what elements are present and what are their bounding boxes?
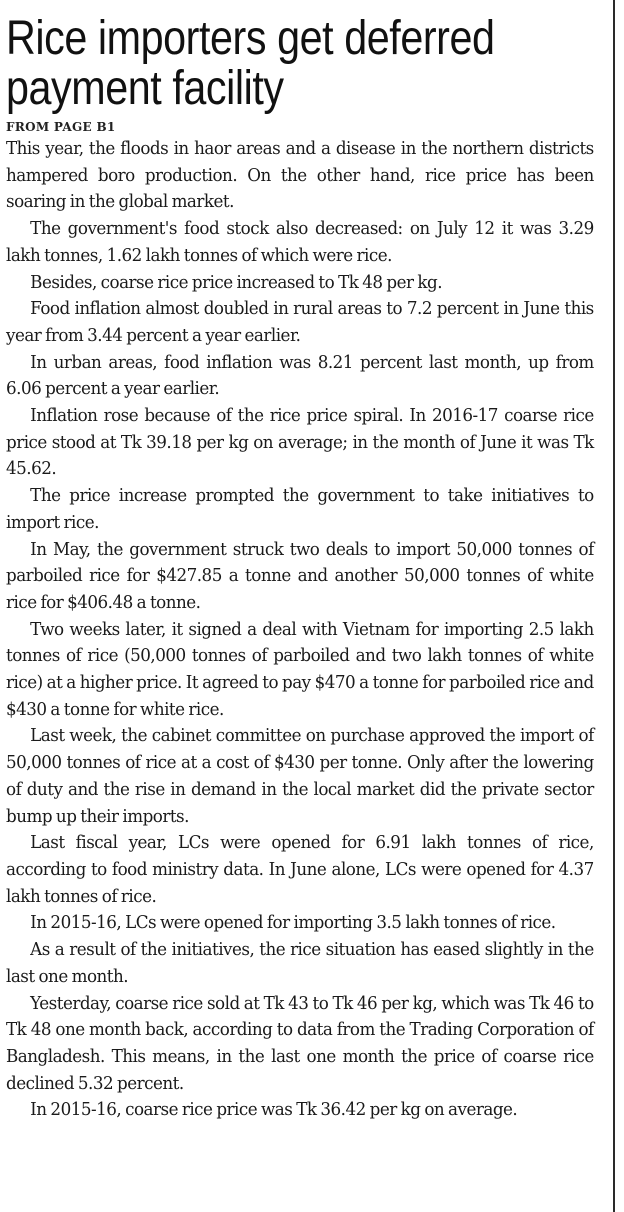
- paragraph: As a result of the initiatives, the rice situation has eased slightly in the last one month.: [6, 939, 594, 987]
- paragraph: Yesterday, coarse rice sold at Tk 43 to Tk 46 per kg, which was Tk 46 to Tk 48 one month back, according to data from the Trading Corporation of Bangladesh. This means, in the last one month the price of coarse rice declined 5.32 percent.: [6, 992, 594, 1094]
- column-divider: [613, 0, 615, 1212]
- jump-line: FROM PAGE B1: [6, 120, 116, 134]
- paragraph: Last fiscal year, LCs were opened for 6.91 lakh tonnes of rice, according to food ministry data. In June alone, LCs were opened for 4.37 lakh tonnes of rice.: [6, 832, 594, 907]
- paragraph: This year, the floods in haor areas and a disease in the northern districts hampered boro production. On the other hand, rice price has been soaring in the global market.: [6, 138, 594, 213]
- paragraph: The government's food stock also decreased: on July 12 it was 3.29 lakh tonnes, 1.62 lakh tonnes of which were rice.: [6, 218, 594, 266]
- paragraph: Two weeks later, it signed a deal with Vietnam for importing 2.5 lakh tonnes of rice (50,000 tonnes of parboiled and two lakh tonnes of white rice) at a higher price. It agreed to pay $470 a tonne for parboiled rice and $430 a tonne for white rice.: [6, 618, 594, 720]
- paragraph: Last week, the cabinet committee on purchase approved the import of 50,000 tonnes of rice at a cost of $430 per tonne. Only after the lowering of duty and the rise in demand in the local market did the private sector bump up their imports.: [6, 725, 594, 827]
- paragraph: The price increase prompted the government to take initiatives to import rice.: [6, 485, 594, 533]
- article-body: [6, 136, 594, 1124]
- paragraph: In 2015-16, LCs were opened for importing 3.5 lakh tonnes of rice.: [30, 912, 556, 934]
- paragraph: In urban areas, food inflation was 8.21 percent last month, up from 6.06 percent a year earlier.: [6, 351, 594, 400]
- paragraph: Food inflation almost doubled in rural areas to 7.2 percent in June this year from 3.44 percent a year earlier.: [6, 298, 594, 346]
- paragraph: Inflation rose because of the rice price spiral. In 2016-17 coarse rice price stood at Tk 39.18 per kg on average; in the month of June it was Tk 45.62.: [6, 405, 594, 480]
- paragraph: Besides, coarse rice price increased to Tk 48 per kg.: [30, 271, 443, 293]
- paragraph: In 2015-16, coarse rice price was Tk 36.42 per kg on average.: [30, 1099, 518, 1121]
- article: [6, 0, 594, 1124]
- headline: Rice importers get deferred payment facility: [6, 12, 495, 115]
- paragraph: In May, the government struck two deals to import 50,000 tonnes of parboiled rice for $427.85 a tonne and another 50,000 tonnes of white rice for $406.48 a tonne.: [6, 538, 594, 613]
